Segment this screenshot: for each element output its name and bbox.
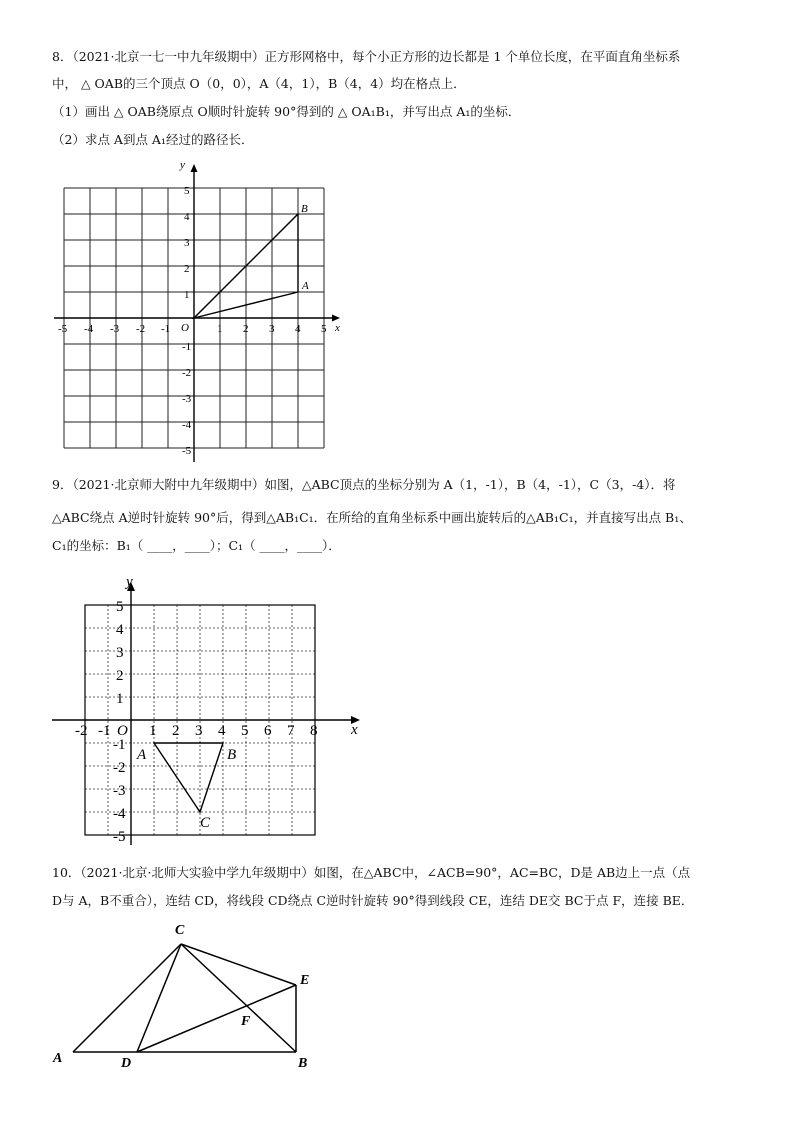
q9-y-tick: -3 — [113, 783, 126, 799]
q9-x-label: x — [351, 722, 358, 738]
q10-segment-ac — [73, 944, 181, 1052]
q9-y-tick: 4 — [116, 622, 124, 638]
q9-x-tick: -2 — [75, 723, 88, 739]
q10-point-d-label: D — [121, 1056, 132, 1071]
q8-x-tick: -5 — [58, 323, 68, 335]
q10-text-line-2: D与 A，B不重合），连结 CD，将线段 CD绕点 C逆时针旋转 90°得到线段 CE，连结 DE交 BC于点 F，连接 BE． — [52, 893, 694, 908]
q8-x-tick: -2 — [136, 323, 146, 335]
q10-point-e-label: E — [300, 973, 310, 988]
q8-x-tick: 4 — [295, 323, 301, 335]
q8-y-tick: 2 — [184, 263, 190, 275]
q9-x-tick: 5 — [241, 723, 249, 739]
q8-x-tick: 1 — [217, 323, 223, 335]
q8-x-arrow-icon — [332, 315, 340, 322]
q8-x-label: x — [335, 322, 340, 334]
q9-triangle-abc — [154, 743, 223, 812]
q8-y-tick: 3 — [184, 237, 190, 249]
q9-text-line-2: △ABC绕点 A逆时针旋转 90°后，得到△AB₁C₁．在所给的直角坐标系中画出旋转后的△AB₁C₁，并直接写出点 B₁、 — [52, 510, 692, 525]
q8-y-tick: -5 — [182, 445, 192, 457]
q8-point-b-label: B — [301, 203, 308, 215]
q9-y-tick: -2 — [113, 760, 126, 776]
q10-point-f-label: F — [241, 1014, 251, 1029]
q9-x-tick: 1 — [149, 723, 157, 739]
q9-y-label: y — [126, 574, 133, 590]
q9-y-tick: -1 — [113, 737, 126, 753]
q8-y-tick: -4 — [182, 419, 192, 431]
q8-x-tick: 5 — [321, 323, 327, 335]
q10-geometry-figure — [0, 910, 794, 1080]
q8-y-tick: -1 — [182, 341, 192, 353]
q9-x-tick: 7 — [287, 723, 295, 739]
q10-point-b-label: B — [298, 1056, 308, 1071]
q9-y-tick: 2 — [116, 668, 124, 684]
q9-text-line-3: C₁的坐标：B₁（ ____，____）；C₁（ ____，____）． — [52, 538, 341, 553]
q9-x-tick: -1 — [98, 723, 111, 739]
q9-point-c-label: C — [200, 815, 211, 831]
q8-text-line-4: （2）求点 A到点 A₁经过的路径长． — [52, 132, 254, 147]
q10-text-line-1: 10．（2021·北京·北师大实验中学九年级期中）如图，在△ABC中，∠ACB=90°，AC=BC，D是 AB边上一点（点 — [52, 865, 691, 880]
q9-origin-label: O — [117, 723, 128, 739]
q9-y-tick: 1 — [116, 691, 124, 707]
q9-x-tick: 2 — [172, 723, 180, 739]
q8-x-tick: 2 — [243, 323, 249, 335]
q9-x-tick: 8 — [310, 723, 318, 739]
q8-y-tick: 4 — [184, 211, 190, 223]
q10-point-a-label: A — [53, 1051, 63, 1066]
q8-point-a-label: A — [302, 280, 309, 292]
q8-text-line-2: 中， △ OAB的三个顶点 O（0，0），A（4，1），B（4，4）均在格点上． — [52, 76, 466, 91]
q8-y-label: y — [180, 159, 185, 171]
q9-y-tick: 3 — [116, 645, 124, 661]
q9-x-tick: 3 — [195, 723, 203, 739]
q9-x-tick: 6 — [264, 723, 272, 739]
q10-segment-bc — [181, 944, 296, 1052]
q8-y-tick: 1 — [184, 289, 190, 301]
q9-y-tick: -4 — [113, 806, 126, 822]
q8-y-arrow-icon — [191, 164, 198, 172]
q9-coordinate-figure — [0, 560, 794, 860]
q8-origin-label: O — [181, 322, 189, 334]
q9-y-tick: 5 — [116, 599, 124, 615]
q8-text-line-3: （1）画出 △ OAB绕原点 O顺时针旋转 90°得到的 △ OA₁B₁，并写出点 A₁的坐标． — [52, 104, 521, 119]
q9-x-tick: 4 — [218, 723, 226, 739]
q9-point-a-label: A — [137, 747, 147, 763]
q8-x-tick: 3 — [269, 323, 275, 335]
q8-x-tick: -1 — [161, 323, 171, 335]
q8-y-tick: -3 — [182, 393, 192, 405]
q8-text-line-1: 8．（2021·北京一七一中九年级期中）正方形网格中，每个小正方形的边长都是 1 个单位长度，在平面直角坐标系 — [52, 49, 681, 64]
q10-segment-ce — [181, 944, 296, 985]
q8-coordinate-figure — [0, 0, 794, 470]
q10-point-c-label: C — [175, 923, 185, 938]
q8-x-tick: -3 — [110, 323, 120, 335]
q9-y-tick: -5 — [113, 829, 126, 845]
q9-text-line-1: 9．（2021·北京师大附中九年级期中）如图，△ABC顶点的坐标分别为 A（1，-1），B（4，-1），C（3，-4）．将 — [52, 477, 676, 492]
q9-point-b-label: B — [227, 747, 237, 763]
q8-x-tick: -4 — [84, 323, 94, 335]
q8-y-tick: -2 — [182, 367, 192, 379]
q8-y-tick: 5 — [184, 185, 190, 197]
